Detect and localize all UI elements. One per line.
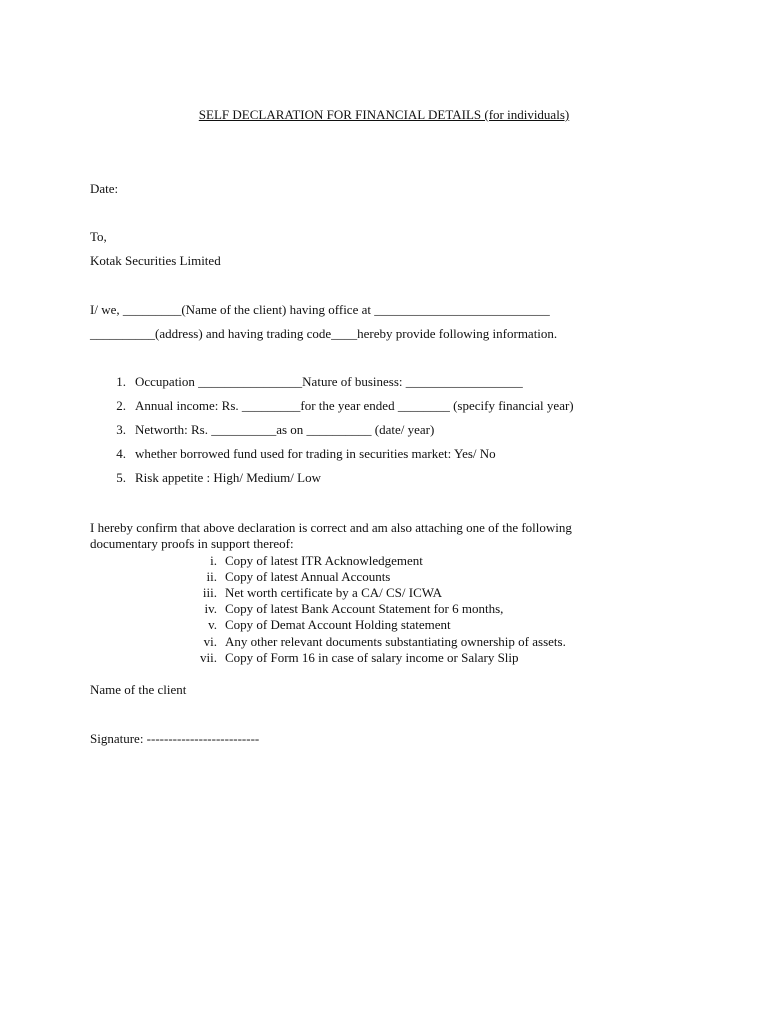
client-name-label: Name of the client [90,682,187,697]
list-item [160,634,566,650]
intro-line-2: __________(address) and having trading code____hereby provide following information. [90,326,558,341]
list-item-text: Copy of latest Annual Accounts [225,569,391,584]
document-title: SELF DECLARATION FOR FINANCIAL DETAILS (for individuals) [198,107,570,122]
list-item-text: Copy of latest Bank Account Statement for 6 months, [225,601,504,616]
list-item [160,569,390,585]
list-item [106,470,321,486]
list-item-text: Copy of Form 16 in case of salary income or Salary Slip [225,650,519,665]
list-item-number: vi. [203,634,217,649]
list-item-number: i. [210,553,217,568]
intro-line-1: I/ we, _________(Name of the client) having office at ___________________________ [90,302,550,317]
list-item-number: vii. [200,650,217,665]
list-item [106,374,523,390]
list-item [106,446,496,462]
list-item-number: iv. [204,601,217,616]
list-item-number: 2. [116,398,126,413]
list-item [160,601,503,617]
date-label: Date: [90,181,119,196]
list-item-text: Networth: Rs. __________as on __________ (date/ year) [135,422,435,437]
list-item-text: Risk appetite : High/ Medium/ Low [135,470,321,485]
list-item [160,585,442,601]
list-item-text: Net worth certificate by a CA/ CS/ ICWA [225,585,442,600]
list-item-number: 3. [116,422,126,437]
list-item-number: v. [208,617,217,632]
list-item [160,617,451,633]
list-item-text: Copy of latest ITR Acknowledgement [225,553,423,568]
confirm-line-2: documentary proofs in support thereof: [90,536,294,551]
list-item-number: 5. [116,470,126,485]
list-item [106,398,574,414]
list-item-text: whether borrowed fund used for trading in securities market: Yes/ No [135,446,496,461]
list-item-number: iii. [202,585,217,600]
to-label: To, [90,229,107,244]
list-item-text: Any other relevant documents substantiating ownership of assets. [225,634,566,649]
list-item-number: 1. [116,374,126,389]
list-item-text: Occupation ________________Nature of business: __________________ [135,374,523,389]
signature-label: Signature: -------------------------- [90,731,260,746]
confirm-line-1: I hereby confirm that above declaration is correct and am also attaching one of the following [90,520,572,535]
list-item-number: ii. [206,569,217,584]
addressee: Kotak Securities Limited [90,253,221,268]
list-item-number: 4. [116,446,126,461]
list-item [160,650,519,666]
list-item-text: Annual income: Rs. _________for the year ended ________ (specify financial year) [135,398,574,413]
list-item-text: Copy of Demat Account Holding statement [225,617,451,632]
list-item [106,422,434,438]
list-item [160,553,423,569]
